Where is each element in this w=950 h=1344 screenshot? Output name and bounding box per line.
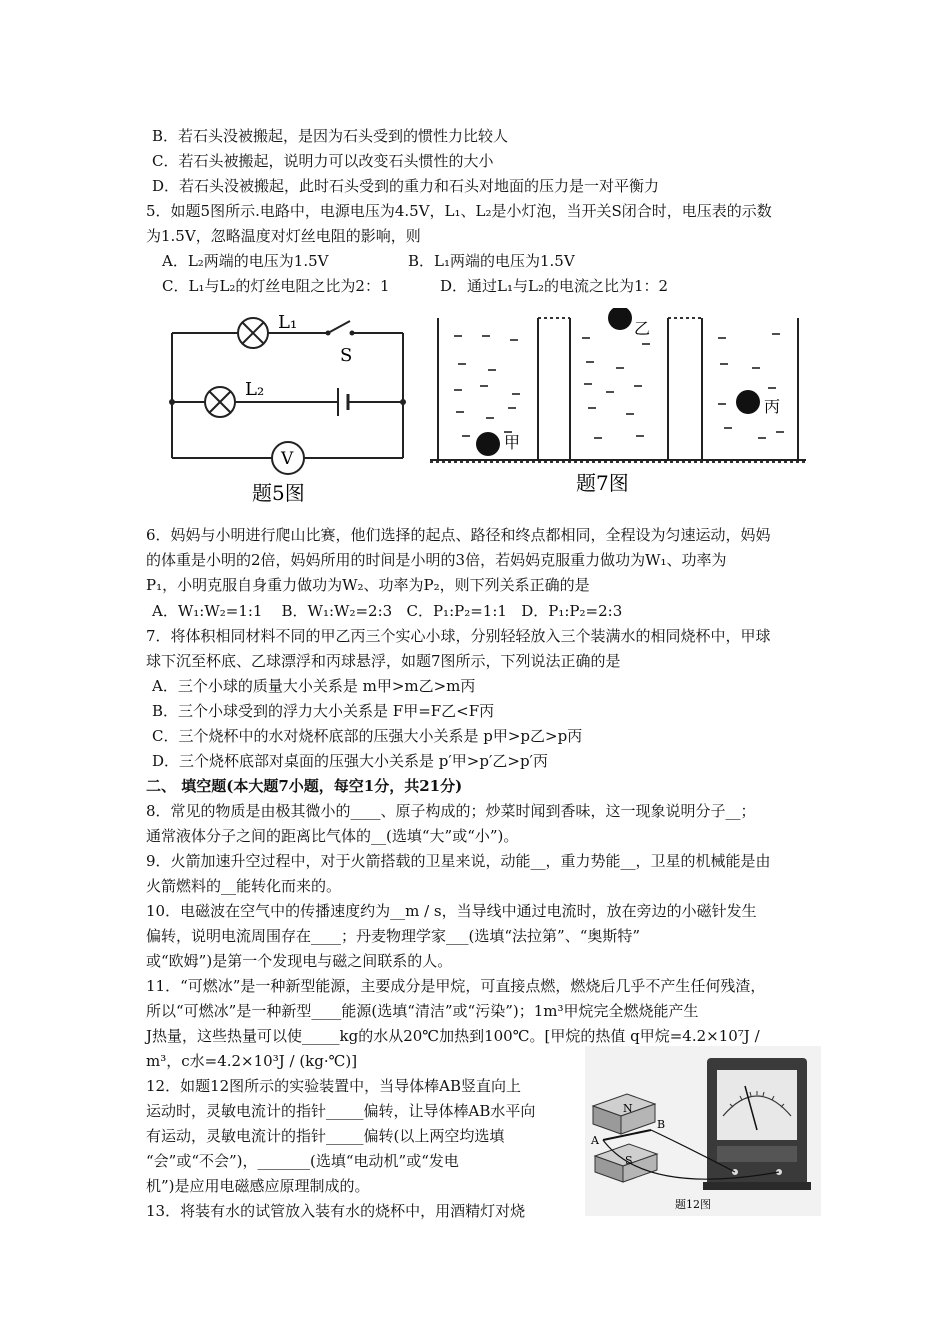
fig5-label-l2: L₂ (245, 379, 265, 400)
q7-option-a: A．三个小球的质量大小关系是 m甲>m乙>m丙 (152, 677, 476, 695)
q10-line2: 偏转，说明电流周围存在____；丹麦物理学家___(选填“法拉第”、“奥斯特” (146, 927, 641, 945)
magnet-label-s: S (625, 1154, 633, 1167)
q12-line5: 机”)是应用电磁感应原理制成的。 (146, 1177, 370, 1195)
q11-line3: J热量，这些热量可以使_____kg的水从20℃加热到100℃。[甲烷的热值 q甲烷=4.2×10⁷J / (146, 1027, 760, 1045)
q11-line2: 所以“可燃冰”是一种新型____能源(选填“清洁”或“污染”)；1m³甲烷完全燃烧能产生 (146, 1002, 699, 1020)
q6-line1: 6．妈妈与小明进行爬山比赛，他们选择的起点、路径和终点都相同，全程设为匀速运动，妈妈 (146, 526, 771, 544)
q4-option-c: C．若石头被搬起，说明力可以改变石头惯性的大小 (152, 152, 494, 170)
q5-stem-line1: 5．如题5图所示.电路中，电源电压为4.5V，L₁、L₂是小灯泡，当开关S闭合时，电压表的示数 (146, 202, 772, 220)
figure-7-beakers (428, 308, 810, 500)
q9-line2: 火箭燃料的__能转化而来的。 (146, 877, 342, 895)
q10-line3: 或“欧姆”)是第一个发现电与磁之间联系的人。 (146, 952, 453, 970)
ball-bing (736, 390, 760, 414)
q10-line1: 10．电磁波在空气中的传播速度约为__m / s，当导线中通过电流时，放在旁边的小磁针发生 (146, 902, 757, 920)
q11-line4: m³，c水=4.2×10³J / (kg·℃)] (146, 1052, 358, 1070)
q5-option-d: D．通过L₁与L₂的电流之比为1：2 (440, 277, 669, 295)
label-yi: 乙 (634, 319, 651, 338)
q6-line2: 的体重是小明的2倍，妈妈所用的时间是小明的3倍，若妈妈克服重力做功为W₁、功率为 (146, 551, 727, 569)
label-bing: 丙 (764, 397, 781, 416)
q11-line1: 11．“可燃冰”是一种新型能源，主要成分是甲烷，可直接点燃，燃烧后几乎不产生任何残渣， (146, 977, 766, 995)
q5-stem-line2: 为1.5V，忽略温度对灯丝电阻的影响，则 (146, 227, 421, 245)
fig5-caption: 题5图 (252, 481, 305, 505)
q12-line3: 有运动，灵敏电流计的指针_____偏转(以上两空均选填 (146, 1127, 505, 1145)
q5-option-c: C．L₁与L₂的灯丝电阻之比为2：1 (162, 277, 390, 295)
water-marks (454, 334, 784, 438)
figure-5-circuit (160, 303, 420, 513)
fig5-label-v: V (281, 449, 294, 469)
fig12-caption: 题12图 (675, 1198, 711, 1211)
q4-option-b: B．若石头没被搬起，是因为石头受到的惯性力比较人 (152, 127, 509, 145)
q8-line2: 通常液体分子之间的距离比气体的__(选填“大”或“小”)。 (146, 827, 519, 845)
rod-label-a: A (591, 1134, 599, 1147)
galvanometer (703, 1058, 811, 1190)
label-jia: 甲 (504, 433, 521, 452)
q13-line1: 13．将装有水的试管放入装有水的烧杯中，用酒精灯对烧 (146, 1202, 526, 1220)
q12-line2: 运动时，灵敏电流计的指针_____偏转，让导体棒AB水平向 (146, 1102, 536, 1120)
q6-options: A．W₁:W₂=1:1 B．W₁:W₂=2:3 C．P₁:P₂=1:1 D．P₁:P₂=2:3 (152, 602, 623, 620)
q12-line4: “会”或“不会”)，_______(选填“电动机”或“发电 (146, 1152, 459, 1170)
ball-yi (608, 308, 632, 330)
q7-line2: 球下沉至杯底、乙球漂浮和丙球悬浮，如题7图所示，下列说法正确的是 (146, 652, 621, 670)
fig5-label-l1: L₁ (278, 312, 298, 333)
q7-option-c: C．三个烧杯中的水对烧杯底部的压强大小关系是 p甲>p乙>p丙 (152, 727, 583, 745)
fig5-label-s: S (340, 345, 353, 366)
q12-line1: 12．如题12图所示的实验装置中，当导体棒AB竖直向上 (146, 1077, 522, 1095)
q7-option-d: D．三个烧杯底部对桌面的压强大小关系是 p′甲>p′乙>p′丙 (152, 752, 548, 770)
q6-line3: P₁，小明克服自身重力做功为W₂、功率为P₂，则下列关系正确的是 (146, 576, 590, 594)
rod-label-b: B (657, 1118, 666, 1131)
fig7-caption: 题7图 (576, 471, 629, 495)
q5-option-b: B．L₁两端的电压为1.5V (408, 252, 575, 270)
q8-line1: 8．常见的物质是由极其微小的____、原子构成的；炒菜时闻到香味，这一现象说明分子__； (146, 802, 756, 820)
ball-jia (476, 432, 500, 456)
q5-option-a: A．L₂两端的电压为1.5V (162, 252, 329, 270)
q9-line1: 9．火箭加速升空过程中，对于火箭搭载的卫星来说，动能__，重力势能__，卫星的机械能是由 (146, 852, 771, 870)
section-2-heading: 二、 填空题(本大题7小题，每空1分，共21分) (146, 777, 463, 795)
magnet-label-n: N (623, 1102, 633, 1115)
q7-option-b: B．三个小球受到的浮力大小关系是 F甲=F乙<F丙 (152, 702, 495, 720)
figure-12-apparatus (585, 1046, 821, 1216)
q7-line1: 7．将体积相同材料不同的甲乙丙三个实心小球，分别轻轻放入三个装满水的相同烧杯中，甲球 (146, 627, 771, 645)
q4-option-d: D．若石头没被搬起，此时石头受到的重力和石头对地面的压力是一对平衡力 (152, 177, 660, 195)
